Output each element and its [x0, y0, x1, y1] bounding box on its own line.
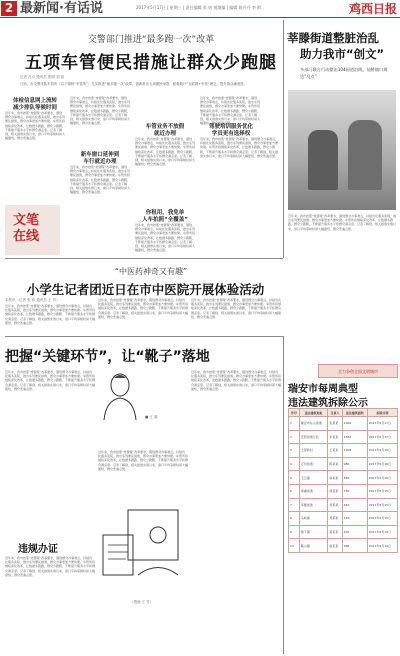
- table-cell: 上望新村: [299, 444, 328, 458]
- col-header: 违法建筑地址: [299, 409, 328, 417]
- table-cell: 2: [289, 430, 300, 444]
- table-row: [289, 444, 398, 458]
- divider: [5, 258, 283, 259]
- side-photo-figure2: [348, 120, 382, 190]
- table-cell: 2000: [342, 417, 367, 431]
- table-row: [289, 457, 398, 471]
- notice-badge-text: 全力争创全国文明城市: [338, 369, 378, 374]
- lead-sub3: 驾驶培训服务优化: [208, 124, 253, 130]
- divider: [5, 336, 283, 337]
- lead-col2a: 近年来，我市按照“放管服”改革要求，围绕群众办事难点，持续优化服务流程，推出系列便民措施，群众办事更加方便快捷。车管所将继续深化改革，让数据多跑路，群众少跑腿，不断提升服务水平和群众满意度。记者了解到，相关措施实施以来，窗口平均等候时间大幅缩短，群众普遍点赞。: [70, 96, 130, 126]
- lead-sub6: 你租用，我免单: [145, 210, 185, 216]
- opinion-author: ■ 王 丽: [145, 415, 158, 419]
- side-title2: 助力我市“创文”: [300, 47, 385, 61]
- lead-sub2b: 就近办理: [153, 131, 176, 137]
- table-cell: 2017年5月16日: [367, 457, 397, 471]
- lead-col1: 近年来，我市按照“放管服”改革要求，围绕群众办事难点，持续优化服务流程，推出系列便民措施，群众办事更加方便快捷。车管所将继续深化改革，让数据多跑路，群众少跑腿，不断提升服务水平和群众满意度。记者了解到，相关措施实施以来，窗口平均等候时间大幅缩短，群众普遍点赞。: [5, 111, 65, 141]
- table-row: [289, 484, 398, 498]
- opinion-col3: 近年来，我市按照“放管服”改革要求，围绕群众办事难点，持续优化服务流程，推出系列便民措施，群众办事更加方便快捷。车管所将继续深化改革，让数据多跑路，群众少跑腿，不断提升服务水平和群众满意度。记者了解到，相关措施实施以来，窗口平均等候时间大幅缩短，群众普遍点赞。: [191, 370, 281, 391]
- cartoon-caption: （漫画 王 竹）: [130, 600, 154, 604]
- lead-sub4b: 减少排队等候时间: [12, 105, 57, 111]
- table-cell: 2017年5月15日: [367, 512, 397, 526]
- side-title: 莘滕街道整脏治乱: [287, 31, 379, 45]
- table-cell: 2017年5月14日: [367, 525, 397, 539]
- table-cell: 7: [289, 498, 300, 512]
- column-logo: [5, 205, 60, 255]
- table-cell: 8: [289, 512, 300, 526]
- page-header: [0, 0, 400, 18]
- table-cell: 4: [289, 457, 300, 471]
- opinion-title: 把握“关键环节”，让“靴子”落地: [5, 349, 210, 365]
- lead-sub5b: 车行就近办理: [83, 159, 117, 165]
- table-cell: 2017年5月15日: [367, 498, 397, 512]
- notice-badge-box: [318, 364, 398, 378]
- feature-col2: 近年来，我市按照“放管服”改革要求，围绕群众办事难点，持续优化服务流程，推出系列便民措施，群众办事更加方便快捷。车管所将继续深化改革，让数据多跑路，群众少跑腿，不断提升服务水平和群众满意度。记者了解到，相关措施实施以来，窗口平均等候时间大幅缩短，群众普遍点赞。: [98, 298, 188, 319]
- table-cell: 赵某某: [328, 539, 342, 553]
- table-cell: 瑞安市东山街道: [299, 417, 328, 431]
- table-cell: 980: [342, 457, 367, 471]
- lead-sub2: 车管业务不放假: [145, 124, 185, 130]
- table-cell: 周某某: [328, 484, 342, 498]
- table-cell: 2017年5月17日: [367, 417, 397, 431]
- table-cell: 1850: [342, 430, 367, 444]
- lead-col4b: 近年来，我市按照“放管服”改革要求，围绕群众办事难点，持续优化服务流程，推出系列便民措施，群众办事更加方便快捷。车管所将继续深化改革，让数据多跑路，群众少跑腿，不断提升服务水平和群众满意度。记者了解到，相关措施实施以来，窗口平均等候时间大幅缩短，群众普遍点赞。: [200, 137, 279, 158]
- table-cell: 塘下镇: [299, 525, 328, 539]
- table-cell: 2017年5月17日: [367, 430, 397, 444]
- lead-col3a: 近年来，我市按照“放管服”改革要求，围绕群众办事难点，持续优化服务流程，推出系列便民措施，群众办事更加方便快捷。车管所将继续深化改革，让数据多跑路，群众少跑腿，不断提升服务水平和群众满意度。记者了解到，相关措施实施以来，窗口平均等候时间大幅缩短，群众普遍点赞。: [135, 137, 195, 167]
- table-cell: 10: [289, 539, 300, 553]
- feature-title: 小学生记者团近日在市中医院开展体验活动: [26, 282, 265, 297]
- page-meta: 2017年5月17日 | 星期三 | 责任编辑 张 怡 视频编 | 编辑 陈丹丹 李 群: [136, 5, 262, 10]
- column-logo-text: 文笔在线: [13, 213, 40, 244]
- table-row: [289, 539, 398, 553]
- table-cell: 郑某某: [328, 512, 342, 526]
- table-header-row: [289, 409, 398, 417]
- table-row: [289, 498, 398, 512]
- side-intro: 多部门联合行动整治104国道沿线，仙桥镇口周边“乱点”: [300, 67, 388, 79]
- table-cell: 陈某某: [328, 457, 342, 471]
- table-cell: 2017年5月16日: [367, 444, 397, 458]
- divider: [283, 336, 284, 654]
- lead-intro: 日前，市交警支队车管所（以下简称“车管所”）扎实推进“最多跑一次”改革，创新推出五项便民举措，积极践行“互联网+车管”理念，提升群众满意度。: [20, 82, 247, 86]
- table-cell: 2017年5月15日: [367, 484, 397, 498]
- table-cell: 6: [289, 484, 300, 498]
- lead-sub3b: 学员更有选择权: [211, 131, 251, 137]
- table-cell: 王某某: [328, 444, 342, 458]
- feature-byline: 本报讯（记者 张 伟 通讯员 王 乐）: [5, 298, 60, 302]
- side-photo-figure: [308, 130, 338, 190]
- table-cell: 3: [289, 444, 300, 458]
- cartoon-illustration: [98, 490, 188, 585]
- table-cell: 吴某某: [328, 498, 342, 512]
- page-number: 2: [1, 1, 17, 16]
- table-cell: 430: [342, 525, 367, 539]
- lead-col4a: 近年来，我市按照“放管服”改革要求，围绕群众办事难点，持续优化服务流程，推出系列便民措施，群众办事更加方便快捷。车管所将继续深化改革，让数据多跑路，群众少跑腿，不断提升服务水平和群众满意度。记者了解到，相关措施实施以来，窗口平均等候时间大幅缩短，群众普遍点赞。: [200, 96, 260, 126]
- feature-kicker: “中医药神奇又有趣”: [114, 267, 188, 276]
- table-row: [289, 430, 398, 444]
- side-photo: [288, 90, 396, 210]
- table-cell: 李某某: [328, 430, 342, 444]
- notice-title: 瑞安市每周典型: [288, 384, 358, 395]
- table-cell: 380: [342, 539, 367, 553]
- table-cell: 2017年5月14日: [367, 539, 397, 553]
- table-cell: 860: [342, 471, 367, 485]
- table-cell: 9: [289, 525, 300, 539]
- table-cell: 张某某: [328, 417, 342, 431]
- notice-table: [288, 408, 398, 553]
- lead-kicker: 交警部门推进“最多跑一次”改革: [87, 35, 215, 45]
- table-cell: 飞云镇: [299, 471, 328, 485]
- lead-sub5: 新车窗口延伸到: [80, 152, 120, 158]
- table-row: [289, 512, 398, 526]
- table-cell: 莘塍街道: [299, 498, 328, 512]
- col-header: 拆除日期: [367, 409, 397, 417]
- lead-sub4: 体检信息网上流转: [12, 98, 57, 104]
- col-header: 序号: [289, 409, 300, 417]
- author-portrait: [100, 370, 140, 420]
- table-row: [289, 525, 398, 539]
- table-cell: 锦湖街道: [299, 484, 328, 498]
- cartoon-title: 违规办证: [18, 544, 58, 555]
- lead-byline: 记者 吕卉 通讯员 张明 刘 凯: [20, 75, 65, 79]
- section-title: 最新闻·有话说: [20, 1, 103, 16]
- newspaper-brand: 鸡西日报: [348, 2, 397, 16]
- table-cell: 林某某: [328, 471, 342, 485]
- table-cell: 陶山镇: [299, 539, 328, 553]
- lead-col3b: 近年来，我市按照“放管服”改革要求，围绕群众办事难点，持续优化服务流程，推出系列便民措施，群众办事更加方便快捷。车管所将继续深化改革，让数据多跑路，群众少跑腿，不断提升服务水平和群众满意度。记者了解到，相关措施实施以来，窗口平均等候时间大幅缩短，群众普遍点赞。: [135, 223, 195, 253]
- table-cell: 黄某某: [328, 525, 342, 539]
- table-cell: 汀田街道: [299, 457, 328, 471]
- col-header: 违法建筑面积: [342, 409, 367, 417]
- opinion-col2: 近年来，我市按照“放管服”改革要求，围绕群众办事难点，持续优化服务流程，推出系列便民措施，群众办事更加方便快捷。车管所将继续深化改革，让数据多跑路，群众少跑腿，不断提升服务水平和群众满意度。记者了解到，相关措施实施以来，窗口平均等候时间大幅缩短，群众普遍点赞。: [98, 450, 188, 471]
- table-cell: 640: [342, 498, 367, 512]
- table-cell: 马屿镇: [299, 512, 328, 526]
- table-cell: 2017年5月16日: [367, 471, 397, 485]
- table-cell: 520: [342, 512, 367, 526]
- divider: [283, 20, 284, 258]
- side-body: 近年来，我市按照“放管服”改革要求，围绕群众办事难点，持续优化服务流程，推出系列便民措施，群众办事更加方便快捷。车管所将继续深化改革，让数据多跑路，群众少跑腿，不断提升服务水平和群众满意度。记者了解到，相关措施实施以来，窗口平均等候时间大幅缩短，群众普遍点赞。: [288, 214, 397, 231]
- lead-title: 五项车管便民措施让群众少跑腿: [25, 53, 277, 73]
- lead-col2b: 近年来，我市按照“放管服”改革要求，围绕群众办事难点，持续优化服务流程，推出系列便民措施，群众办事更加方便快捷。车管所将继续深化改革，让数据多跑路，群众少跑腿，不断提升服务水平和群众满意度。记者了解到，相关措施实施以来，窗口平均等候时间大幅缩短，群众普遍点赞。: [70, 165, 130, 195]
- table-cell: 1: [289, 417, 300, 431]
- feature-col3: 近年来，我市按照“放管服”改革要求，围绕群众办事难点，持续优化服务流程，推出系列便民措施，群众办事更加方便快捷。车管所将继续深化改革，让数据多跑路，群众少跑腿，不断提升服务水平和群众满意度。记者了解到，相关措施实施以来，窗口平均等候时间大幅缩短，群众普遍点赞。: [191, 298, 282, 319]
- table-cell: 750: [342, 484, 367, 498]
- table-cell: 安阳街道万松: [299, 430, 328, 444]
- opinion-col1: 近年来，我市按照“放管服”改革要求，围绕群众办事难点，持续优化服务流程，推出系列便民措施，群众办事更加方便快捷。车管所将继续深化改革，让数据多跑路，群众少跑腿，不断提升服务水平和群众满意度。记者了解到，相关措施实施以来，窗口平均等候时间大幅缩短，群众普遍点赞。: [5, 370, 95, 391]
- lead-sub6b: 人车拍照“全覆盖”: [142, 217, 188, 223]
- table-cell: 5: [289, 471, 300, 485]
- table-row: [289, 417, 398, 431]
- cartoon-text: 近年来，我市按照“放管服”改革要求，围绕群众办事难点，持续优化服务流程，推出系列便民措施，群众办事更加方便快捷。车管所将继续深化改革，让数据多跑路，群众少跑腿，不断提升服务水平和群众满意度。记者了解到，相关措施实施以来，窗口平均等候时间大幅缩短，群众普遍点赞。: [5, 556, 95, 577]
- col-header: 当事人: [328, 409, 342, 417]
- table-cell: 1200: [342, 444, 367, 458]
- table-row: [289, 471, 398, 485]
- feature-col1: 近年来，我市按照“放管服”改革要求，围绕群众办事难点，持续优化服务流程，推出系列便民措施，群众办事更加方便快捷。车管所将继续深化改革，让数据多跑路，群众少跑腿，不断提升服务水平和群众满意度。记者了解到，相关措施实施以来，窗口平均等候时间大幅缩短，群众普遍点赞。: [5, 304, 95, 325]
- notice-title2: 违法建筑拆除公示: [288, 398, 368, 409]
